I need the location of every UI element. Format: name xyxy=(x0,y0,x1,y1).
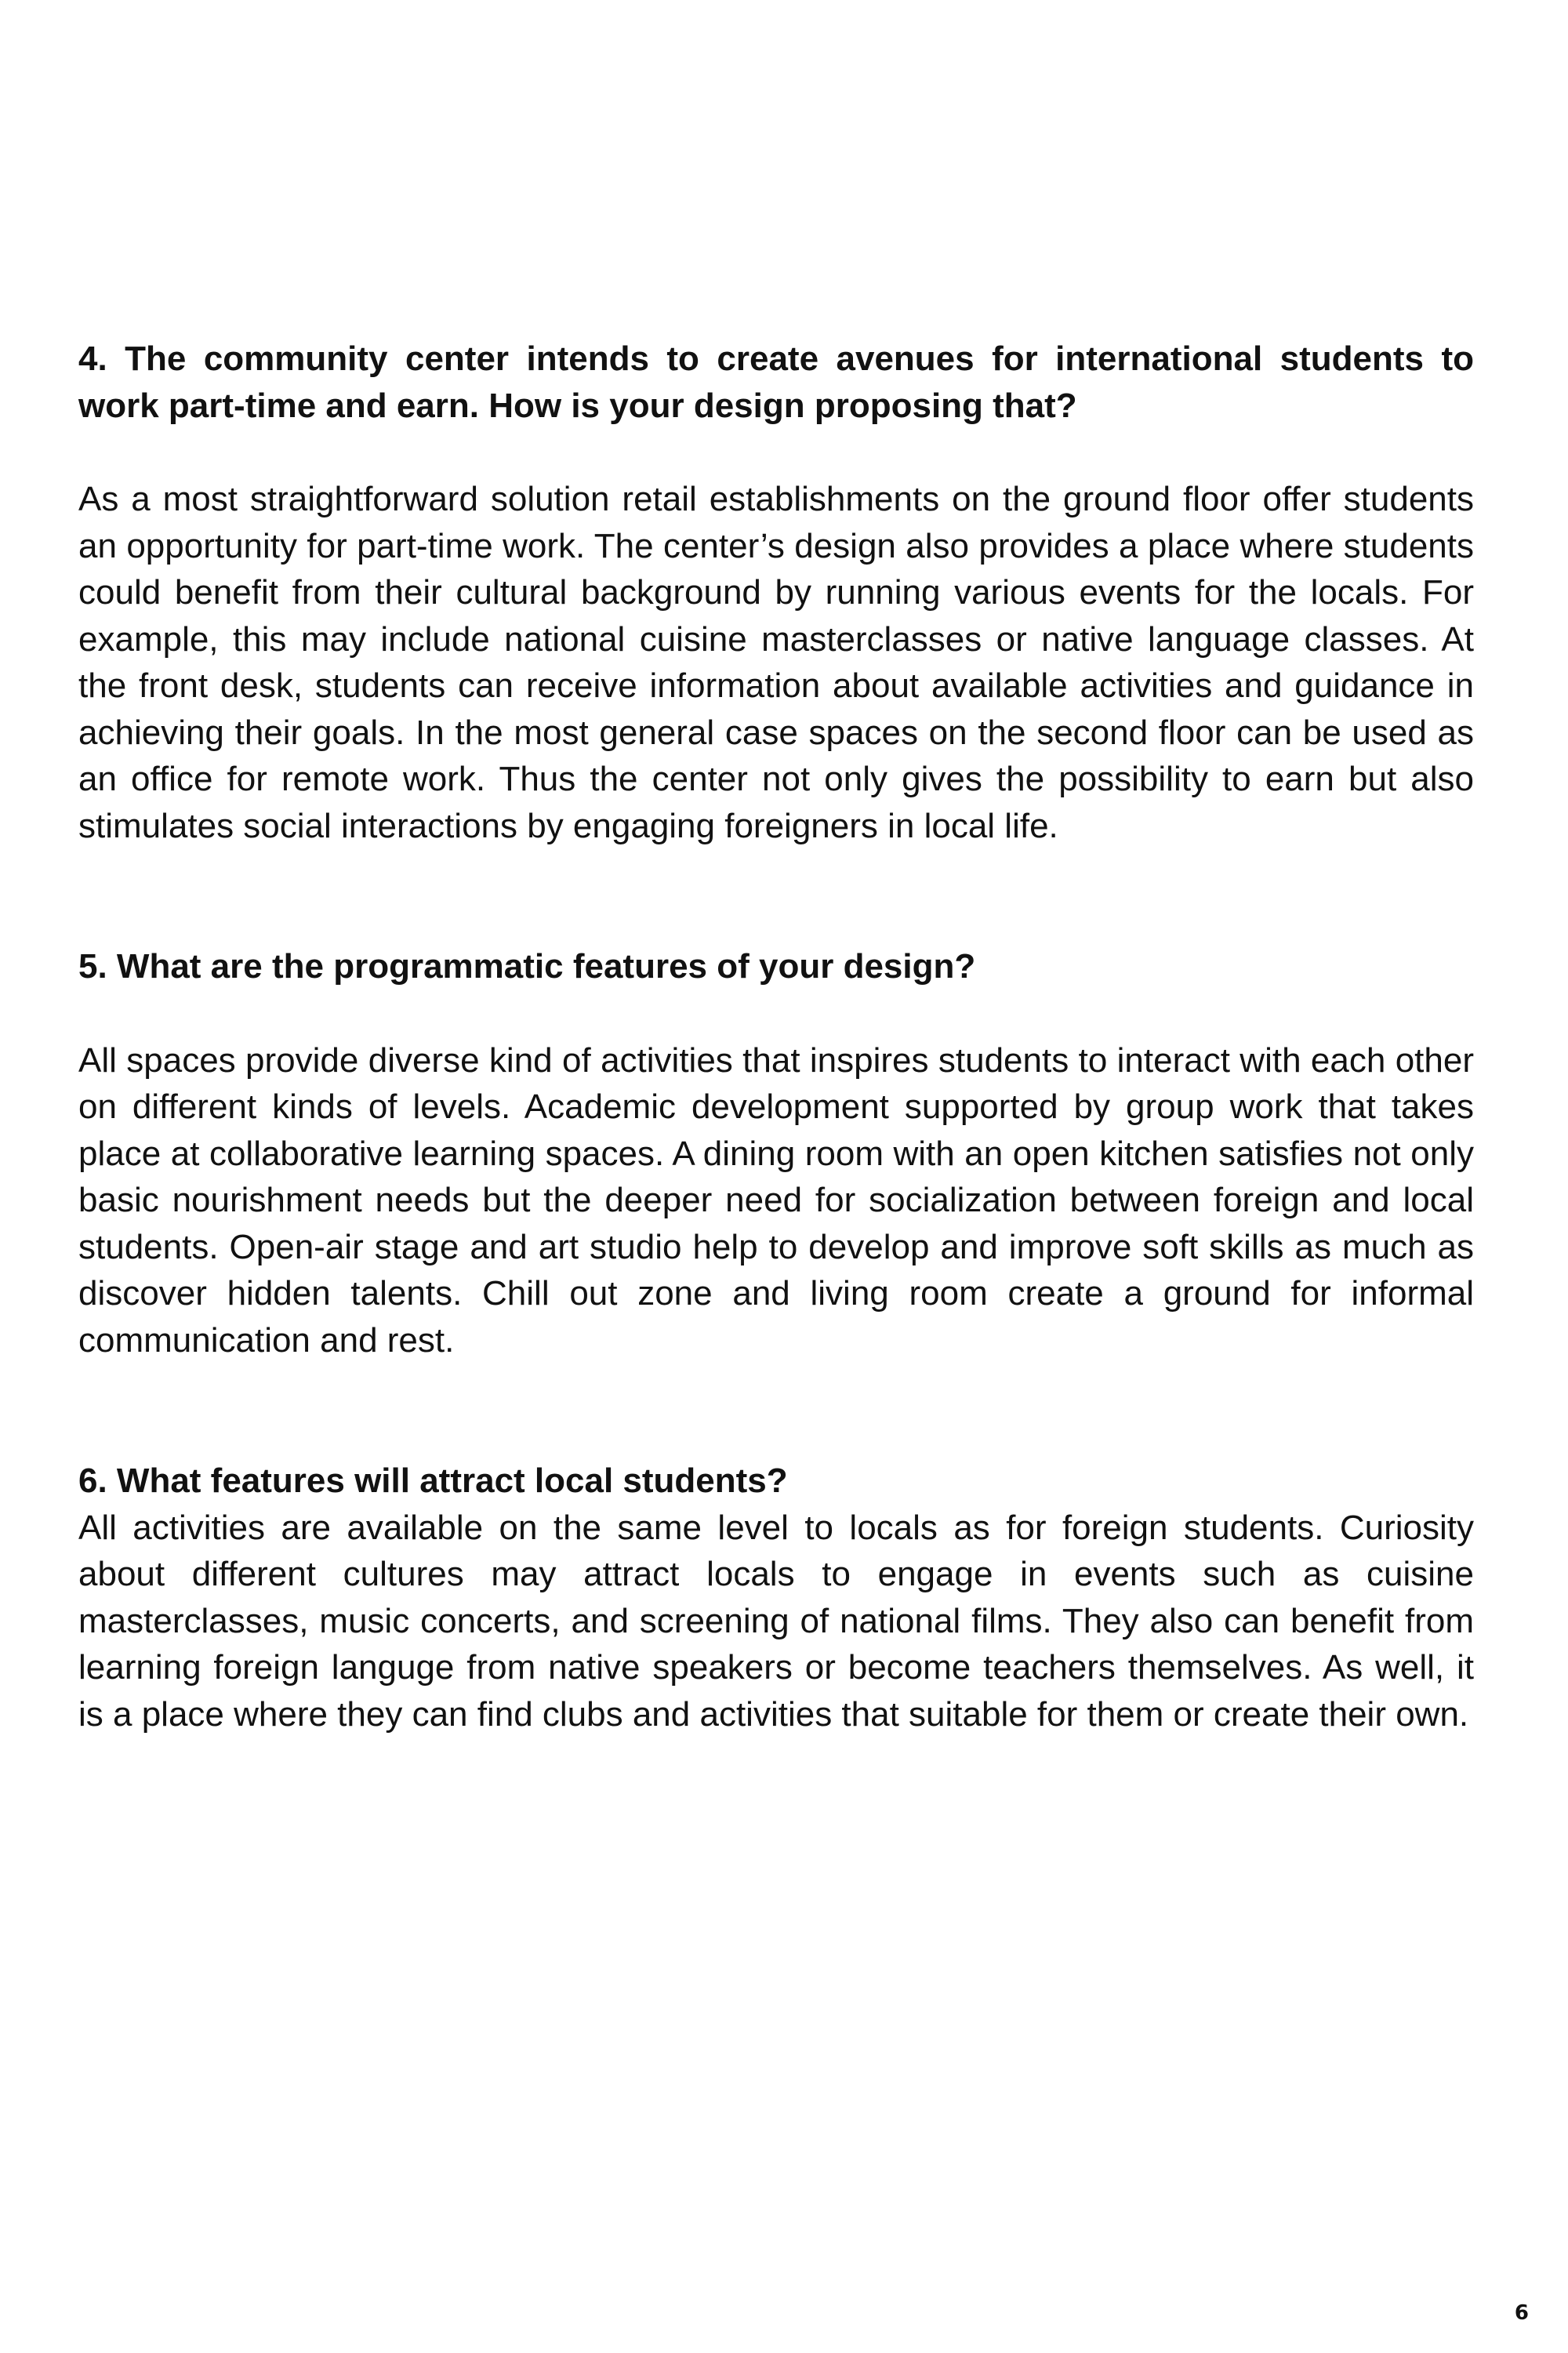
section-question-4 xyxy=(78,336,1474,849)
answer-paragraph-6: All activities are available on the same level to locals as for foreign students. Curiosity about different cultures may attract locals to engage in events such as cuisine masterclasses, music concerts, and screening of national films. They also can benefit from learning foreign languge from native speakers or become teachers themselves. As well, it is a place where they can find clubs and activities that suitable for them or create their own. xyxy=(78,1508,1474,1734)
answer-paragraph-4: As a most straightforward solution retail establishments on the ground floor offer students an opportunity for part-time work. The center’s design also provides a place where students could benefit from their cultural background by running various events for the locals. For example, this may include national cuisine masterclasses or native language classes. At the front desk, students can receive information about available activities and guidance in achieving their goals. In the most general case spaces on the second floor can be used as an office for remote work. Thus the center not only gives the possibility to earn but also stimulates social interactions by engaging foreigners in local life. xyxy=(78,480,1474,845)
page-content xyxy=(78,336,1474,1738)
section-question-5 xyxy=(78,943,1474,1364)
spacer xyxy=(78,990,1474,1037)
question-heading-5: 5. What are the programmatic features of your design? xyxy=(78,947,976,986)
section-spacer xyxy=(78,849,1474,943)
section-spacer xyxy=(78,1364,1474,1458)
spacer xyxy=(78,429,1474,476)
answer-paragraph-5: All spaces provide diverse kind of activities that inspires students to interact with each other on different kinds of levels. Academic development supported by group work that takes place at collaborative learning spaces. A dining room with an open kitchen satisfies not only basic nourishment needs but the deeper need for socialization between foreign and local students. Open-air stage and art studio help to develop and improve soft skills as much as discover hidden talents. Chill out zone and living room create a ground for informal communication and rest. xyxy=(78,1040,1474,1360)
question-heading-6: 6. What features will attract local students? xyxy=(78,1462,788,1500)
section-question-6 xyxy=(78,1458,1474,1738)
page-number: 6 xyxy=(1514,2301,1529,2325)
question-heading-4: 4. The community center intends to create avenues for international students to work part-time and earn. How is your design proposing that? xyxy=(78,340,1474,425)
